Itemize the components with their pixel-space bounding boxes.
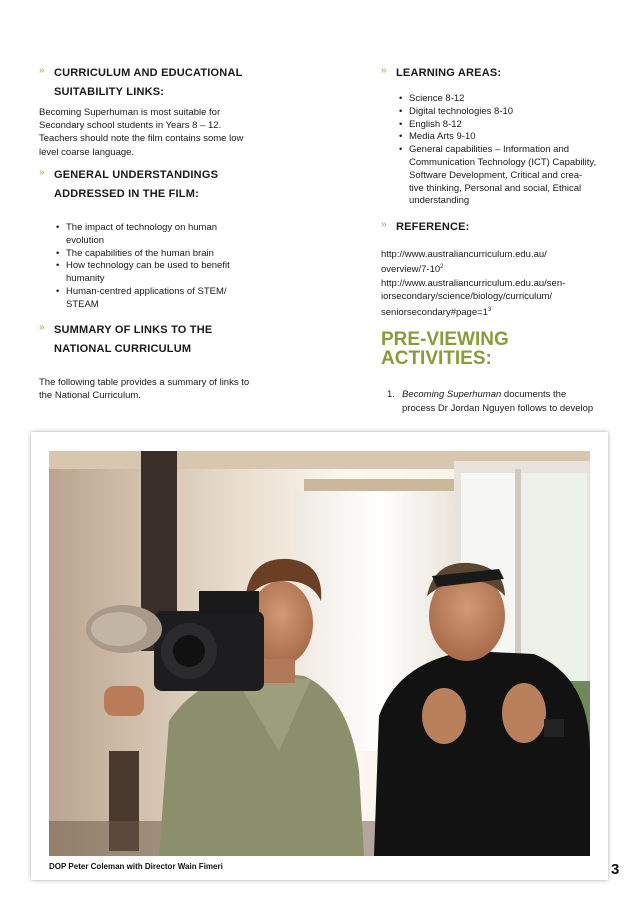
body-line: level coarse language. bbox=[39, 146, 135, 158]
item-text: documents the bbox=[501, 389, 567, 400]
photo-illustration bbox=[49, 451, 590, 856]
section-title-line: SUMMARY OF LINKS TO THE bbox=[54, 324, 213, 336]
reference-link[interactable]: iorsecondary/science/biology/curriculum/ bbox=[381, 291, 553, 303]
list-item-line: • The capabilities of the human brain bbox=[66, 247, 214, 259]
list-item-line: understanding bbox=[409, 195, 470, 207]
link-text: seniorsecondary#page=1 bbox=[381, 306, 488, 318]
section-title: LEARNING AREAS: bbox=[396, 67, 502, 79]
chevron-icon: » bbox=[39, 322, 45, 333]
list-item bbox=[399, 119, 614, 132]
list-item bbox=[381, 388, 611, 416]
reference-link[interactable]: http://www.australiancurriculum.edu.au/ bbox=[381, 249, 547, 260]
list-item-line: humanity bbox=[66, 273, 105, 285]
list-item bbox=[399, 131, 614, 144]
body-line: Secondary school students in Years 8 – 12. bbox=[39, 120, 222, 132]
section-title: REFERENCE: bbox=[396, 221, 470, 233]
list-item-line: evolution bbox=[66, 234, 105, 246]
chevron-icon: » bbox=[381, 219, 387, 230]
reference-heading bbox=[381, 218, 601, 237]
reference-link[interactable] bbox=[381, 304, 565, 320]
list-item-line: • General capabilities – Information and bbox=[409, 144, 570, 156]
footnote-ref: 3 bbox=[487, 306, 492, 313]
section-title-line: GENERAL UNDERSTANDINGS bbox=[54, 169, 219, 181]
learning-areas-list bbox=[399, 93, 614, 208]
chevron-icon: » bbox=[381, 65, 387, 76]
list-item-line: • How technology can be used to benefit bbox=[66, 260, 230, 272]
list-item-line: • Digital technologies 8-10 bbox=[409, 105, 514, 117]
understandings-list bbox=[56, 222, 271, 312]
summary-heading bbox=[39, 321, 267, 359]
previewing-list bbox=[381, 388, 611, 416]
reference-links bbox=[381, 248, 565, 319]
body-line: The following table provides a summary of links to bbox=[39, 377, 250, 388]
previewing-title bbox=[381, 330, 621, 368]
body-line: Becoming Superhuman is most suitable for bbox=[39, 107, 221, 118]
title-line: ACTIVITIES: bbox=[381, 348, 492, 369]
page-number: 3 bbox=[611, 861, 620, 878]
section-title-line: NATIONAL CURRICULUM bbox=[54, 343, 192, 355]
curriculum-heading bbox=[39, 64, 267, 102]
section-title-line: CURRICULUM AND EDUCATIONAL bbox=[54, 67, 243, 79]
list-item-line: • Science 8-12 bbox=[409, 93, 465, 104]
list-item-line: • Human-centred applications of STEM/ bbox=[66, 285, 227, 297]
link-text: overview/7-10 bbox=[381, 264, 441, 276]
photo-card bbox=[31, 432, 608, 880]
curriculum-body bbox=[39, 106, 279, 159]
reference-link[interactable]: http://www.australiancurriculum.edu.au/sen- bbox=[381, 277, 566, 289]
item-text: process Dr Jordan Nguyen follows to develop bbox=[402, 403, 594, 414]
chevron-icon: » bbox=[39, 167, 45, 178]
list-item bbox=[399, 106, 614, 119]
list-item bbox=[399, 93, 614, 106]
body-line: the National Curriculum. bbox=[39, 390, 141, 402]
list-item-line: • Media Arts 9-10 bbox=[409, 131, 476, 143]
list-item-line: • The impact of technology on human bbox=[66, 222, 218, 233]
photo-caption: DOP Peter Coleman with Director Wain Fimeri bbox=[49, 862, 223, 871]
list-item bbox=[399, 144, 614, 208]
list-item bbox=[56, 260, 271, 286]
reference-link[interactable] bbox=[381, 261, 565, 277]
film-still-photo bbox=[49, 451, 590, 856]
list-item bbox=[56, 222, 271, 248]
item-number: 1. bbox=[387, 389, 395, 400]
list-item-line: STEAM bbox=[66, 298, 99, 310]
list-item-line: tive thinking, Personal and social, Ethical bbox=[409, 182, 582, 194]
summary-body bbox=[39, 376, 279, 402]
list-item-line: Communication Technology (ICT) Capability, bbox=[409, 156, 597, 168]
section-title-line: ADDRESSED IN THE FILM: bbox=[54, 188, 199, 200]
chevron-icon: » bbox=[39, 65, 45, 76]
list-item-line: • English 8-12 bbox=[409, 118, 462, 130]
list-item bbox=[56, 286, 271, 312]
list-item bbox=[56, 248, 271, 261]
learning-areas-heading bbox=[381, 64, 601, 83]
body-line: Teachers should note the film contains some low bbox=[39, 133, 244, 145]
title-line: PRE-VIEWING bbox=[381, 329, 509, 350]
understandings-heading bbox=[39, 166, 267, 204]
footnote-ref: 2 bbox=[440, 264, 444, 271]
list-item-line: Software Development, Critical and crea- bbox=[409, 169, 583, 181]
section-title-line: SUITABILITY LINKS: bbox=[54, 86, 165, 98]
film-title: Becoming Superhuman bbox=[402, 389, 502, 400]
